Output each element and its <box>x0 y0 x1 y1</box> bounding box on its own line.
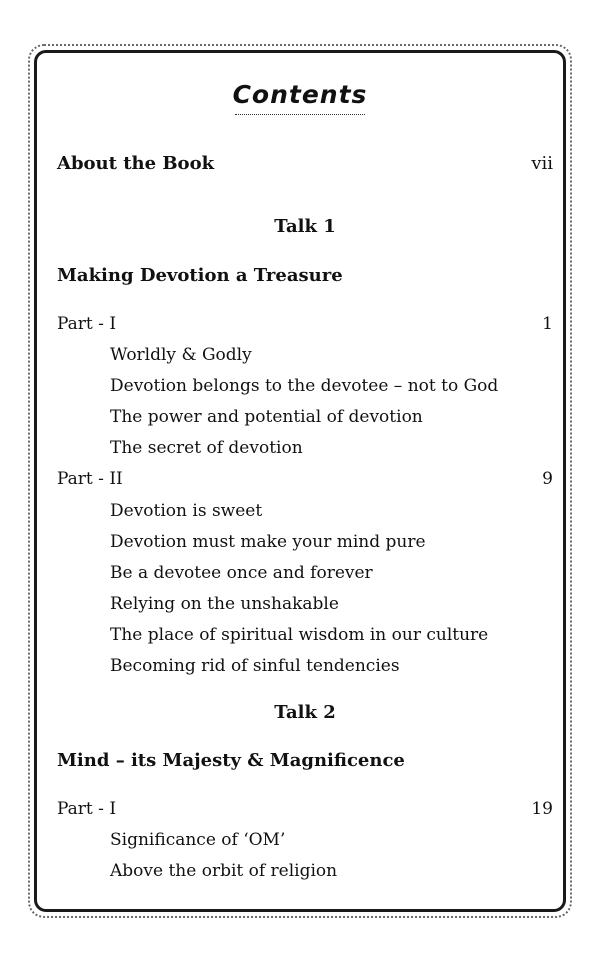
toc-subentry: The secret of devotion <box>110 438 303 458</box>
toc-entry-label: Part - I <box>57 314 117 334</box>
toc-entry-talk1-part1[interactable] <box>57 314 553 334</box>
toc-subentry: Worldly & Godly <box>110 345 252 365</box>
talk-1-heading: Talk 1 <box>274 216 336 237</box>
toc-page-number: 9 <box>542 469 553 489</box>
talk-2-heading: Talk 2 <box>274 702 336 723</box>
toc-subentry: The power and potential of devotion <box>110 407 423 427</box>
toc-entry-talk2-part1[interactable] <box>57 799 553 819</box>
toc-subentry: Devotion must make your mind pure <box>110 532 426 552</box>
title-underline <box>235 114 365 115</box>
toc-entry-label: Part - II <box>57 469 123 489</box>
toc-subentry: Significance of ‘OM’ <box>110 830 286 850</box>
talk-1-subtitle: Making Devotion a Treasure <box>57 265 343 286</box>
toc-subentry: Becoming rid of sinful tendencies <box>110 656 400 676</box>
toc-entry-label: About the Book <box>57 153 215 174</box>
toc-entry-label: Part - I <box>57 799 117 819</box>
toc-page-number: 1 <box>542 314 553 334</box>
talk-2-subtitle: Mind – its Majesty & Magnificence <box>57 750 405 771</box>
toc-subentry: Be a devotee once and forever <box>110 563 373 583</box>
toc-entry-talk1-part2[interactable] <box>57 469 553 489</box>
toc-subentry: Devotion is sweet <box>110 501 263 521</box>
toc-subentry: The place of spiritual wisdom in our culture <box>110 625 489 645</box>
toc-page-number: vii <box>531 153 553 174</box>
toc-subentry: Relying on the unshakable <box>110 594 339 614</box>
toc-subentry: Above the orbit of religion <box>110 861 338 881</box>
page-title: Contents <box>232 80 368 109</box>
toc-entry-about[interactable] <box>57 154 553 174</box>
toc-subentry: Devotion belongs to the devotee – not to God <box>110 376 499 396</box>
toc-page-number: 19 <box>531 799 553 819</box>
